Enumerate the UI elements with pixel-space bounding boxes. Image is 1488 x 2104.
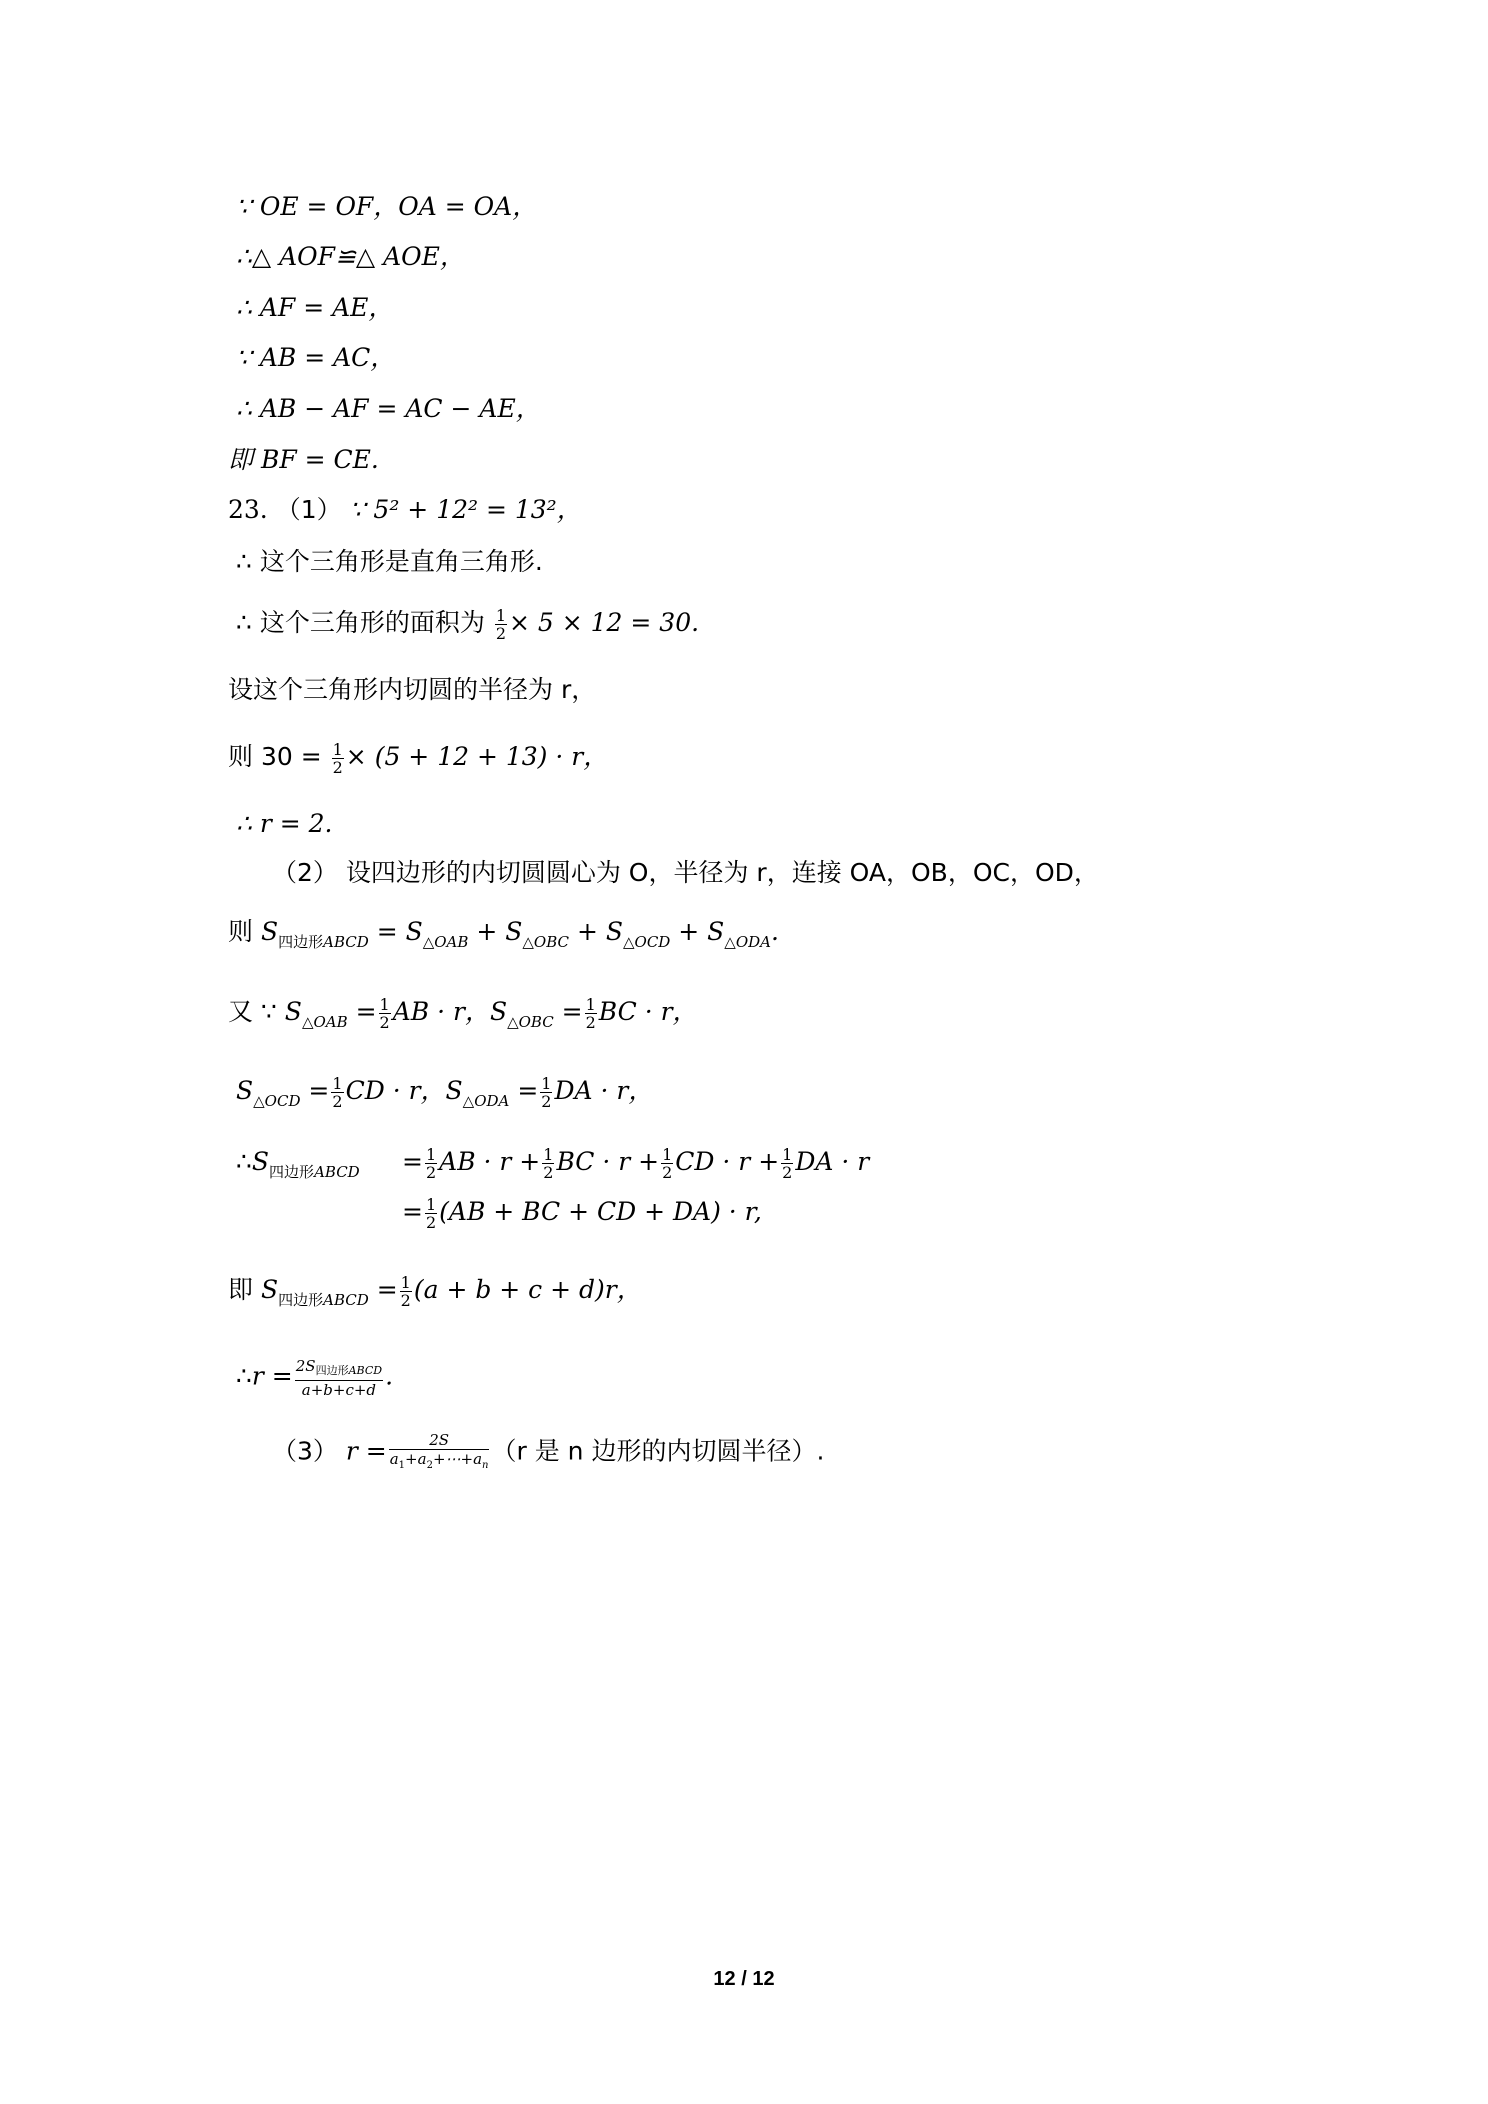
q23-number: 23. (228, 495, 268, 524)
part3-fraction: $\frac{2S}{a_1+a_2+\cdots+a_n}$ (389, 1431, 489, 1471)
proof-line-6: 即 BF = CE. (228, 445, 379, 474)
so-line-1: $\therefore S_{四边形ABCD}$ (236, 1147, 360, 1181)
half-fraction: $\frac{1}{2}$ (332, 740, 343, 777)
proof-line-4: ∵ AB = AC， (236, 343, 396, 372)
part2-text: 设四边形的内切圆圆心为 O，半径为 r，连接 OA，OB，OC，OD， (345, 858, 1099, 887)
q23-part1-given: ∵ 5² + 12² = 13²， (349, 495, 582, 524)
part3-label: （3） (272, 1436, 338, 1466)
r-result: ∴ r = 2. (236, 809, 333, 838)
part3-note: （r 是 n 边形的内切圆半径）. (491, 1436, 825, 1466)
part2-label: （2） (272, 858, 338, 887)
part2-line (272, 857, 1099, 889)
area-line (236, 607, 699, 642)
part3-line: （3） r = $\frac{2S}{a_1+a_2+\cdots+a_n}$ （r 是 n 边形的内切圆半径）. (272, 1431, 824, 1475)
proof-line-1: ∵ OE = OF，OA = OA， (236, 192, 538, 221)
also-line: 又 ∵ $S_{\triangle OAB}$ = $\frac{1}{2}$ AB · r，$S_{\triangle OBC}$ = $\frac{1}{2}$ BC · r， (228, 995, 698, 1032)
right-triangle-conclusion: ∴ 这个三角形是直角三角形. (236, 547, 543, 576)
q23-part1-line (228, 494, 582, 526)
ie-line: 即 $S_{四边形ABCD}$ = $\frac{1}{2}$ (a + b + c + d)r， (228, 1273, 642, 1310)
proof-line-3: ∴ AF = AE， (236, 293, 394, 322)
r-formula-line: ∴r = $\frac{2S_{四边形ABCD}}{a+b+c+d}$ . (236, 1357, 394, 1399)
area-prefix: ∴ 这个三角形的面积为 (236, 608, 485, 637)
page-number: 12 / 12 (713, 1968, 775, 1990)
half-fraction: $\frac{1}{2}$ (495, 606, 506, 643)
set-radius-line: 设这个三角形内切圆的半径为 r， (228, 675, 597, 704)
q23-part1-label: （1） (275, 495, 342, 524)
then-expression: × (5 + 12 + 13) · r， (345, 742, 609, 771)
area-expression: × 5 × 12 = 30. (509, 608, 700, 637)
also-line-2: $S_{\triangle OCD}$ = $\frac{1}{2}$ CD · r，$S_{\triangle ODA}$ = $\frac{1}{2}$ DA · r， (236, 1074, 654, 1111)
so-line-1-rhs: = $\frac{1}{2}$ AB · r + $\frac{1}{2}$ BC · r + $\frac{1}{2}$ CD · r + $\frac{1}{2}$ DA · r (402, 1145, 870, 1182)
proof-line-5: ∴ AB − AF = AC − AE， (236, 394, 541, 423)
proof-line-2: ∴△ AOF≌△ AOE， (236, 242, 465, 271)
area-sum-line: 则 $S_{四边形ABCD} = S_{\triangle OAB} + S_{\triangle OBC} + S_{\triangle OCD} + S_{\triangle ODA}$. (228, 917, 779, 951)
then-line (228, 741, 608, 776)
then-prefix: 则 30 = (228, 742, 322, 771)
so-line-2: = $\frac{1}{2}$ (AB + BC + CD + DA) · r, (402, 1195, 762, 1232)
